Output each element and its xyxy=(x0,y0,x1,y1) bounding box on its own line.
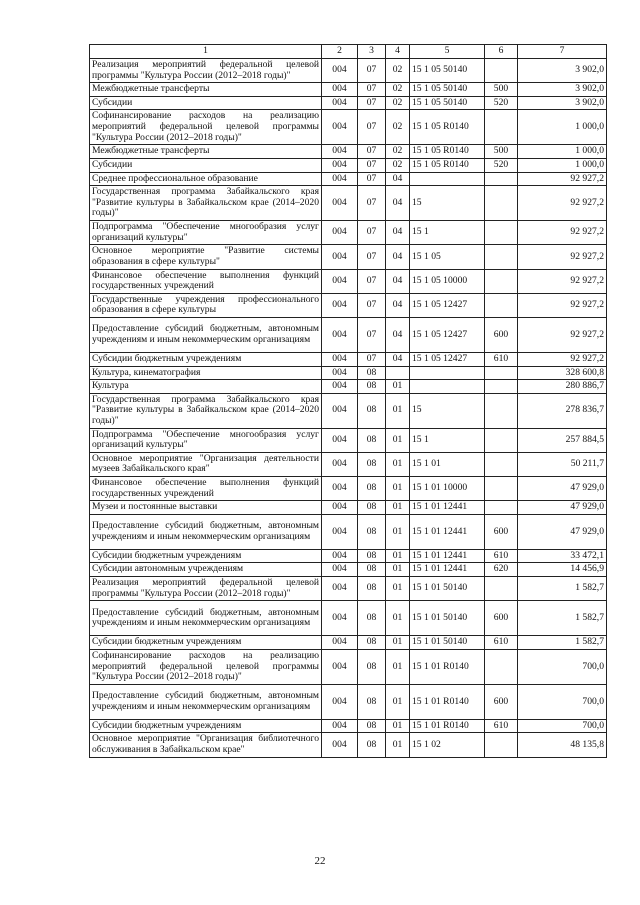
expense-type-cell xyxy=(485,245,518,269)
amount-cell: 50 211,7 xyxy=(518,452,607,476)
target-article-cell: 15 1 01 50140 xyxy=(410,636,485,650)
table-row xyxy=(90,145,607,159)
section-code-cell: 08 xyxy=(358,649,386,684)
target-article-cell: 15 1 xyxy=(410,221,485,245)
section-code-cell: 08 xyxy=(358,366,386,380)
subsection-code-cell: 01 xyxy=(386,563,410,577)
column-header: 5 xyxy=(410,45,485,59)
expense-name-cell: Софинансирование расходов на реализацию мероприятий федеральной целевой программы "Культура России (2012–2018 годы)" xyxy=(90,110,322,145)
section-code-cell: 07 xyxy=(358,186,386,221)
subsection-code-cell: 01 xyxy=(386,636,410,650)
target-article-cell: 15 1 05 50140 xyxy=(410,96,485,110)
table-row xyxy=(90,501,607,515)
expense-type-cell xyxy=(485,221,518,245)
section-code-cell: 08 xyxy=(358,514,386,549)
ministry-code-cell: 004 xyxy=(322,477,358,501)
ministry-code-cell: 004 xyxy=(322,380,358,394)
expense-type-cell: 610 xyxy=(485,719,518,733)
subsection-code-cell: 02 xyxy=(386,96,410,110)
section-code-cell: 08 xyxy=(358,452,386,476)
amount-cell: 700,0 xyxy=(518,719,607,733)
expense-name-cell: Субсидии бюджетным учреждениям xyxy=(90,549,322,563)
amount-cell: 328 600,8 xyxy=(518,366,607,380)
target-article-cell xyxy=(410,366,485,380)
expense-name-cell: Государственная программа Забайкальского края "Развитие культуры в Забайкальском крае (2014–2020 годы)" xyxy=(90,186,322,221)
expense-name-cell: Основное мероприятие "Организация библиотечного обслуживания в Забайкальском крае" xyxy=(90,733,322,757)
ministry-code-cell: 004 xyxy=(322,172,358,186)
table-row xyxy=(90,186,607,221)
expense-name-cell: Финансовое обеспечение выполнения функций государственных учреждений xyxy=(90,269,322,293)
ministry-code-cell: 004 xyxy=(322,366,358,380)
expense-name-cell: Предоставление субсидий бюджетным, автономным учреждениям и иным некоммерческим организациям xyxy=(90,514,322,549)
ministry-code-cell: 004 xyxy=(322,601,358,636)
subsection-code-cell: 04 xyxy=(386,221,410,245)
table-row xyxy=(90,293,607,317)
expense-name-cell: Среднее профессиональное образование xyxy=(90,172,322,186)
ministry-code-cell: 004 xyxy=(322,733,358,757)
expense-name-cell: Субсидии xyxy=(90,158,322,172)
expense-name-cell: Финансовое обеспечение выполнения функций государственных учреждений xyxy=(90,477,322,501)
subsection-code-cell: 01 xyxy=(386,733,410,757)
subsection-code-cell: 04 xyxy=(386,172,410,186)
table-body xyxy=(90,59,607,758)
ministry-code-cell: 004 xyxy=(322,636,358,650)
expense-name-cell: Софинансирование расходов на реализацию мероприятий федеральной целевой программы "Культура России (2012–2018 годы)" xyxy=(90,649,322,684)
ministry-code-cell: 004 xyxy=(322,549,358,563)
ministry-code-cell: 004 xyxy=(322,221,358,245)
amount-cell: 47 929,0 xyxy=(518,501,607,515)
target-article-cell: 15 1 01 12441 xyxy=(410,514,485,549)
amount-cell: 3 902,0 xyxy=(518,96,607,110)
expense-name-cell: Субсидии xyxy=(90,96,322,110)
section-code-cell: 08 xyxy=(358,636,386,650)
table-row xyxy=(90,477,607,501)
target-article-cell: 15 xyxy=(410,393,485,428)
ministry-code-cell: 004 xyxy=(322,501,358,515)
section-code-cell: 07 xyxy=(358,83,386,97)
section-code-cell: 08 xyxy=(358,477,386,501)
amount-cell: 3 902,0 xyxy=(518,59,607,83)
amount-cell: 92 927,2 xyxy=(518,172,607,186)
amount-cell: 3 902,0 xyxy=(518,83,607,97)
target-article-cell: 15 1 01 12441 xyxy=(410,549,485,563)
expense-type-cell: 520 xyxy=(485,96,518,110)
budget-table xyxy=(89,44,607,758)
subsection-code-cell: 01 xyxy=(386,649,410,684)
expense-name-cell: Музеи и постоянные выставки xyxy=(90,501,322,515)
amount-cell: 280 886,7 xyxy=(518,380,607,394)
subsection-code-cell: 02 xyxy=(386,59,410,83)
subsection-code-cell: 01 xyxy=(386,514,410,549)
expense-type-cell xyxy=(485,428,518,452)
subsection-code-cell: 01 xyxy=(386,452,410,476)
table-row xyxy=(90,719,607,733)
amount-cell: 278 836,7 xyxy=(518,393,607,428)
subsection-code-cell: 04 xyxy=(386,293,410,317)
expense-name-cell: Субсидии бюджетным учреждениям xyxy=(90,636,322,650)
subsection-code-cell: 01 xyxy=(386,428,410,452)
table-row xyxy=(90,269,607,293)
section-code-cell: 07 xyxy=(358,96,386,110)
amount-cell: 700,0 xyxy=(518,649,607,684)
section-code-cell: 07 xyxy=(358,59,386,83)
target-article-cell: 15 1 01 R0140 xyxy=(410,719,485,733)
target-article-cell xyxy=(410,172,485,186)
subsection-code-cell: 01 xyxy=(386,549,410,563)
table-row xyxy=(90,452,607,476)
section-code-cell: 08 xyxy=(358,601,386,636)
subsection-code-cell: 01 xyxy=(386,577,410,601)
table-row xyxy=(90,380,607,394)
ministry-code-cell: 004 xyxy=(322,158,358,172)
table-row xyxy=(90,393,607,428)
subsection-code-cell: 01 xyxy=(386,477,410,501)
target-article-cell: 15 1 01 50140 xyxy=(410,601,485,636)
expense-type-cell xyxy=(485,269,518,293)
section-code-cell: 07 xyxy=(358,245,386,269)
target-article-cell: 15 1 02 xyxy=(410,733,485,757)
subsection-code-cell: 04 xyxy=(386,269,410,293)
target-article-cell: 15 1 01 12441 xyxy=(410,501,485,515)
page-number: 22 xyxy=(314,855,326,867)
table-row xyxy=(90,636,607,650)
section-code-cell: 08 xyxy=(358,428,386,452)
amount-cell: 92 927,2 xyxy=(518,317,607,352)
expense-name-cell: Межбюджетные трансферты xyxy=(90,83,322,97)
ministry-code-cell: 004 xyxy=(322,186,358,221)
ministry-code-cell: 004 xyxy=(322,452,358,476)
ministry-code-cell: 004 xyxy=(322,649,358,684)
expense-type-cell xyxy=(485,172,518,186)
expense-name-cell: Межбюджетные трансферты xyxy=(90,145,322,159)
amount-cell: 33 472,1 xyxy=(518,549,607,563)
expense-name-cell: Предоставление субсидий бюджетным, автономным учреждениям и иным некоммерческим организациям xyxy=(90,684,322,719)
expense-type-cell: 600 xyxy=(485,317,518,352)
table-row xyxy=(90,96,607,110)
table-row xyxy=(90,83,607,97)
ministry-code-cell: 004 xyxy=(322,393,358,428)
expense-type-cell: 600 xyxy=(485,514,518,549)
section-code-cell: 08 xyxy=(358,684,386,719)
subsection-code-cell: 04 xyxy=(386,186,410,221)
expense-name-cell: Предоставление субсидий бюджетным, автономным учреждениям и иным некоммерческим организациям xyxy=(90,601,322,636)
subsection-code-cell xyxy=(386,366,410,380)
expense-name-cell: Субсидии автономным учреждениям xyxy=(90,563,322,577)
table-row xyxy=(90,428,607,452)
subsection-code-cell: 01 xyxy=(386,719,410,733)
target-article-cell: 15 1 01 50140 xyxy=(410,577,485,601)
target-article-cell: 15 1 05 R0140 xyxy=(410,110,485,145)
section-code-cell: 08 xyxy=(358,719,386,733)
expense-name-cell: Субсидии бюджетным учреждениям xyxy=(90,719,322,733)
subsection-code-cell: 01 xyxy=(386,601,410,636)
amount-cell: 1 582,7 xyxy=(518,577,607,601)
section-code-cell: 08 xyxy=(358,549,386,563)
column-header: 7 xyxy=(518,45,607,59)
amount-cell: 1 582,7 xyxy=(518,636,607,650)
amount-cell: 1 000,0 xyxy=(518,158,607,172)
subsection-code-cell: 02 xyxy=(386,145,410,159)
amount-cell: 92 927,2 xyxy=(518,269,607,293)
target-article-cell: 15 1 01 R0140 xyxy=(410,649,485,684)
target-article-cell: 15 1 05 12427 xyxy=(410,352,485,366)
column-header: 3 xyxy=(358,45,386,59)
target-article-cell: 15 1 xyxy=(410,428,485,452)
target-article-cell xyxy=(410,380,485,394)
target-article-cell: 15 1 01 R0140 xyxy=(410,684,485,719)
section-code-cell: 07 xyxy=(358,293,386,317)
table-row xyxy=(90,649,607,684)
expense-name-cell: Реализация мероприятий федеральной целевой программы "Культура России (2012–2018 годы)" xyxy=(90,577,322,601)
subsection-code-cell: 04 xyxy=(386,317,410,352)
amount-cell: 92 927,2 xyxy=(518,186,607,221)
amount-cell: 92 927,2 xyxy=(518,352,607,366)
table-row xyxy=(90,110,607,145)
target-article-cell: 15 xyxy=(410,186,485,221)
table-row xyxy=(90,684,607,719)
amount-cell: 47 929,0 xyxy=(518,514,607,549)
expense-name-cell: Предоставление субсидий бюджетным, автономным учреждениям и иным некоммерческим организациям xyxy=(90,317,322,352)
ministry-code-cell: 004 xyxy=(322,96,358,110)
section-code-cell: 07 xyxy=(358,269,386,293)
expense-type-cell xyxy=(485,293,518,317)
expense-name-cell: Реализация мероприятий федеральной целевой программы "Культура России (2012–2018 годы)" xyxy=(90,59,322,83)
section-code-cell: 07 xyxy=(358,317,386,352)
amount-cell: 1 000,0 xyxy=(518,110,607,145)
subsection-code-cell: 04 xyxy=(386,352,410,366)
subsection-code-cell: 01 xyxy=(386,393,410,428)
table-row xyxy=(90,59,607,83)
table-row xyxy=(90,733,607,757)
table-row xyxy=(90,601,607,636)
table-row xyxy=(90,549,607,563)
target-article-cell: 15 1 05 10000 xyxy=(410,269,485,293)
ministry-code-cell: 004 xyxy=(322,428,358,452)
expense-name-cell: Подпрограмма "Обеспечение многообразия услуг организаций культуры" xyxy=(90,428,322,452)
expense-name-cell: Подпрограмма "Обеспечение многообразия услуг организаций культуры" xyxy=(90,221,322,245)
target-article-cell: 15 1 05 50140 xyxy=(410,59,485,83)
target-article-cell: 15 1 05 xyxy=(410,245,485,269)
expense-type-cell: 600 xyxy=(485,684,518,719)
table-row xyxy=(90,158,607,172)
table-header-row xyxy=(90,45,607,59)
subsection-code-cell: 01 xyxy=(386,684,410,719)
ministry-code-cell: 004 xyxy=(322,293,358,317)
amount-cell: 700,0 xyxy=(518,684,607,719)
amount-cell: 48 135,8 xyxy=(518,733,607,757)
section-code-cell: 07 xyxy=(358,352,386,366)
table-row xyxy=(90,245,607,269)
table-row xyxy=(90,514,607,549)
section-code-cell: 07 xyxy=(358,172,386,186)
subsection-code-cell: 02 xyxy=(386,158,410,172)
ministry-code-cell: 004 xyxy=(322,719,358,733)
ministry-code-cell: 004 xyxy=(322,317,358,352)
ministry-code-cell: 004 xyxy=(322,269,358,293)
expense-type-cell xyxy=(485,393,518,428)
target-article-cell: 15 1 05 R0140 xyxy=(410,158,485,172)
target-article-cell: 15 1 05 12427 xyxy=(410,293,485,317)
target-article-cell: 15 1 05 50140 xyxy=(410,83,485,97)
expense-name-cell: Государственная программа Забайкальского края "Развитие культуры в Забайкальском крае (2014–2020 годы)" xyxy=(90,393,322,428)
expense-type-cell xyxy=(485,186,518,221)
expense-name-cell: Государственные учреждения профессионального образования в сфере культуры xyxy=(90,293,322,317)
expense-type-cell: 500 xyxy=(485,145,518,159)
target-article-cell: 15 1 01 12441 xyxy=(410,563,485,577)
expense-type-cell xyxy=(485,501,518,515)
expense-type-cell xyxy=(485,380,518,394)
expense-type-cell: 610 xyxy=(485,549,518,563)
expense-type-cell xyxy=(485,649,518,684)
subsection-code-cell: 02 xyxy=(386,83,410,97)
column-header: 2 xyxy=(322,45,358,59)
section-code-cell: 08 xyxy=(358,501,386,515)
expense-type-cell xyxy=(485,59,518,83)
section-code-cell: 07 xyxy=(358,158,386,172)
expense-name-cell: Основное мероприятие "Организация деятельности музеев Забайкальского края" xyxy=(90,452,322,476)
table-row xyxy=(90,317,607,352)
table-row xyxy=(90,577,607,601)
subsection-code-cell: 01 xyxy=(386,501,410,515)
expense-type-cell xyxy=(485,366,518,380)
ministry-code-cell: 004 xyxy=(322,352,358,366)
ministry-code-cell: 004 xyxy=(322,577,358,601)
expense-name-cell: Культура, кинематография xyxy=(90,366,322,380)
ministry-code-cell: 004 xyxy=(322,563,358,577)
expense-type-cell xyxy=(485,477,518,501)
amount-cell: 47 929,0 xyxy=(518,477,607,501)
section-code-cell: 07 xyxy=(358,110,386,145)
expense-type-cell: 610 xyxy=(485,352,518,366)
expense-name-cell: Субсидии бюджетным учреждениям xyxy=(90,352,322,366)
table-row xyxy=(90,563,607,577)
ministry-code-cell: 004 xyxy=(322,245,358,269)
expense-type-cell: 600 xyxy=(485,601,518,636)
amount-cell: 92 927,2 xyxy=(518,221,607,245)
section-code-cell: 07 xyxy=(358,221,386,245)
column-header: 1 xyxy=(90,45,322,59)
amount-cell: 92 927,2 xyxy=(518,245,607,269)
section-code-cell: 08 xyxy=(358,563,386,577)
expense-name-cell: Основное мероприятие "Развитие системы образования в сфере культуры" xyxy=(90,245,322,269)
target-article-cell: 15 1 05 12427 xyxy=(410,317,485,352)
column-header: 6 xyxy=(485,45,518,59)
section-code-cell: 08 xyxy=(358,733,386,757)
target-article-cell: 15 1 01 10000 xyxy=(410,477,485,501)
expense-type-cell: 610 xyxy=(485,636,518,650)
expense-type-cell: 520 xyxy=(485,158,518,172)
section-code-cell: 08 xyxy=(358,393,386,428)
target-article-cell: 15 1 01 xyxy=(410,452,485,476)
table-row xyxy=(90,172,607,186)
ministry-code-cell: 004 xyxy=(322,514,358,549)
ministry-code-cell: 004 xyxy=(322,83,358,97)
ministry-code-cell: 004 xyxy=(322,684,358,719)
table-row xyxy=(90,221,607,245)
expense-type-cell xyxy=(485,577,518,601)
expense-type-cell: 620 xyxy=(485,563,518,577)
subsection-code-cell: 01 xyxy=(386,380,410,394)
expense-type-cell: 500 xyxy=(485,83,518,97)
expense-name-cell: Культура xyxy=(90,380,322,394)
amount-cell: 1 582,7 xyxy=(518,601,607,636)
expense-type-cell xyxy=(485,110,518,145)
section-code-cell: 08 xyxy=(358,380,386,394)
amount-cell: 257 884,5 xyxy=(518,428,607,452)
section-code-cell: 07 xyxy=(358,145,386,159)
table-row xyxy=(90,366,607,380)
subsection-code-cell: 04 xyxy=(386,245,410,269)
amount-cell: 1 000,0 xyxy=(518,145,607,159)
amount-cell: 14 456,9 xyxy=(518,563,607,577)
subsection-code-cell: 02 xyxy=(386,110,410,145)
ministry-code-cell: 004 xyxy=(322,110,358,145)
expense-type-cell xyxy=(485,452,518,476)
ministry-code-cell: 004 xyxy=(322,59,358,83)
ministry-code-cell: 004 xyxy=(322,145,358,159)
amount-cell: 92 927,2 xyxy=(518,293,607,317)
target-article-cell: 15 1 05 R0140 xyxy=(410,145,485,159)
section-code-cell: 08 xyxy=(358,577,386,601)
table-row xyxy=(90,352,607,366)
column-header: 4 xyxy=(386,45,410,59)
expense-type-cell xyxy=(485,733,518,757)
